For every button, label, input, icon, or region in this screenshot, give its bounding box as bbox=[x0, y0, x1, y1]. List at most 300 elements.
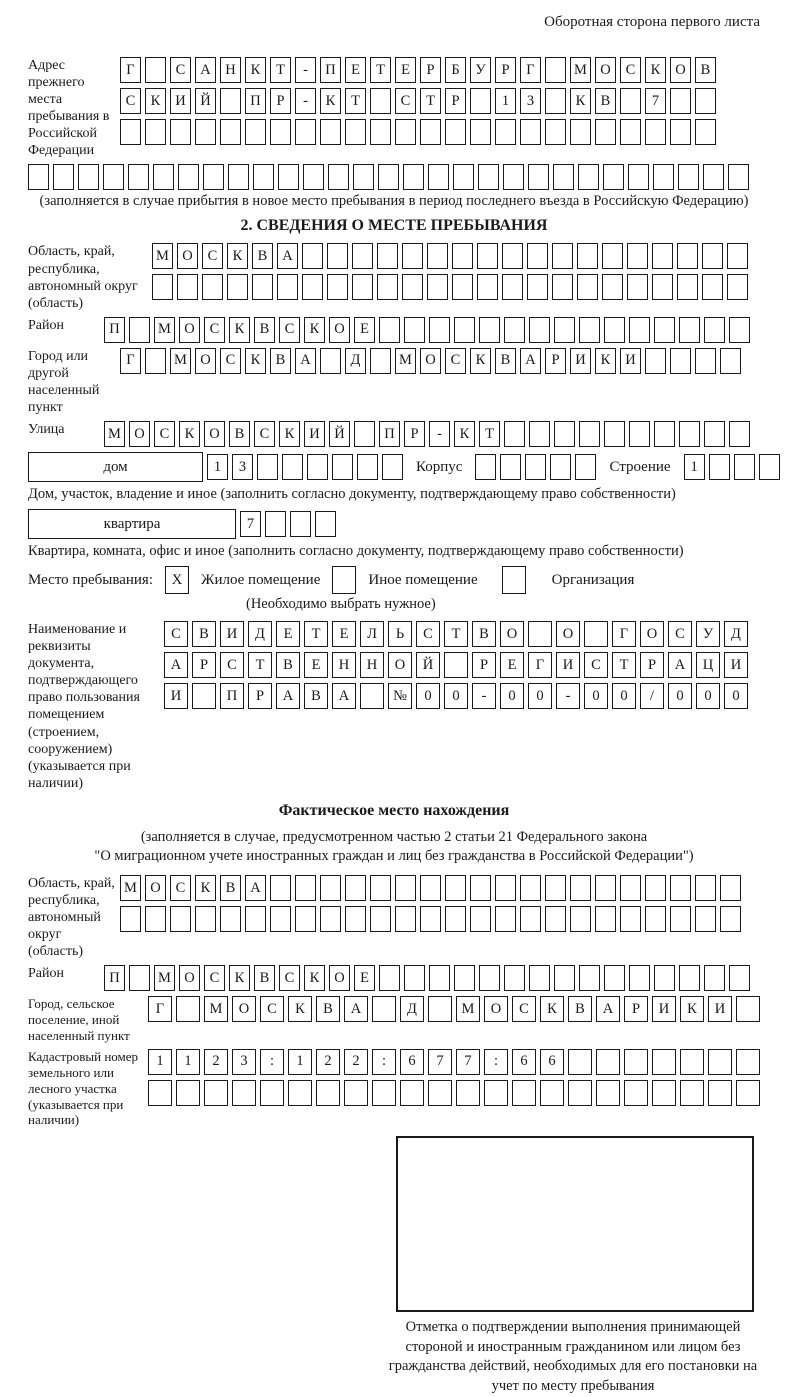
char-cell[interactable]: Е bbox=[395, 57, 416, 83]
char-cell[interactable] bbox=[652, 1080, 676, 1106]
char-cell[interactable] bbox=[320, 119, 341, 145]
char-cell[interactable]: И bbox=[652, 996, 676, 1022]
char-cell[interactable] bbox=[695, 875, 716, 901]
char-cell[interactable]: К bbox=[595, 348, 616, 374]
checkbox-zhiloe[interactable]: X bbox=[165, 566, 189, 594]
char-cell[interactable]: К bbox=[229, 965, 250, 991]
char-cell[interactable] bbox=[695, 906, 716, 932]
char-cell[interactable]: 1 bbox=[148, 1049, 172, 1075]
char-cell[interactable]: О bbox=[179, 965, 200, 991]
char-cell[interactable] bbox=[427, 274, 448, 300]
char-cell[interactable] bbox=[404, 965, 425, 991]
char-cell[interactable] bbox=[454, 317, 475, 343]
char-cell[interactable]: Н bbox=[332, 652, 356, 678]
char-cell[interactable]: О bbox=[500, 621, 524, 647]
char-cell[interactable] bbox=[629, 965, 650, 991]
char-cell[interactable] bbox=[192, 683, 216, 709]
char-cell[interactable] bbox=[345, 906, 366, 932]
char-cell[interactable] bbox=[570, 906, 591, 932]
char-cell[interactable] bbox=[420, 906, 441, 932]
char-cell[interactable]: С bbox=[260, 996, 284, 1022]
char-cell[interactable] bbox=[709, 454, 730, 480]
char-cell[interactable]: М bbox=[456, 996, 480, 1022]
char-cell[interactable]: 0 bbox=[696, 683, 720, 709]
char-cell[interactable]: И bbox=[170, 88, 191, 114]
char-cell[interactable] bbox=[445, 119, 466, 145]
char-cell[interactable]: К bbox=[245, 57, 266, 83]
char-cell[interactable] bbox=[195, 119, 216, 145]
char-cell[interactable] bbox=[332, 454, 353, 480]
char-cell[interactable] bbox=[527, 274, 548, 300]
char-cell[interactable]: А bbox=[668, 652, 692, 678]
char-cell[interactable]: С bbox=[279, 965, 300, 991]
char-cell[interactable] bbox=[734, 454, 755, 480]
char-cell[interactable]: А bbox=[596, 996, 620, 1022]
char-cell[interactable]: 7 bbox=[645, 88, 666, 114]
char-cell[interactable] bbox=[379, 317, 400, 343]
char-cell[interactable]: П bbox=[220, 683, 244, 709]
char-cell[interactable]: В bbox=[276, 652, 300, 678]
char-cell[interactable]: С bbox=[154, 421, 175, 447]
checkbox-organizatsiya[interactable] bbox=[502, 566, 526, 594]
char-cell[interactable] bbox=[654, 421, 675, 447]
char-cell[interactable] bbox=[552, 274, 573, 300]
char-cell[interactable]: П bbox=[245, 88, 266, 114]
char-cell[interactable] bbox=[170, 906, 191, 932]
char-cell[interactable] bbox=[520, 875, 541, 901]
char-cell[interactable] bbox=[370, 348, 391, 374]
char-cell[interactable]: В bbox=[220, 875, 241, 901]
char-cell[interactable] bbox=[679, 421, 700, 447]
char-cell[interactable] bbox=[428, 1080, 452, 1106]
char-cell[interactable]: Е bbox=[332, 621, 356, 647]
char-cell[interactable]: Р bbox=[640, 652, 664, 678]
char-cell[interactable]: О bbox=[232, 996, 256, 1022]
char-cell[interactable] bbox=[479, 317, 500, 343]
char-cell[interactable]: 6 bbox=[540, 1049, 564, 1075]
char-cell[interactable] bbox=[503, 164, 524, 190]
char-cell[interactable] bbox=[370, 119, 391, 145]
char-cell[interactable]: М bbox=[104, 421, 125, 447]
char-cell[interactable] bbox=[307, 454, 328, 480]
char-cell[interactable]: А bbox=[245, 875, 266, 901]
char-cell[interactable]: С bbox=[279, 317, 300, 343]
char-cell[interactable] bbox=[720, 875, 741, 901]
char-cell[interactable] bbox=[320, 875, 341, 901]
char-cell[interactable]: С bbox=[164, 621, 188, 647]
char-cell[interactable] bbox=[470, 875, 491, 901]
char-cell[interactable] bbox=[470, 906, 491, 932]
char-cell[interactable] bbox=[679, 317, 700, 343]
char-cell[interactable] bbox=[145, 906, 166, 932]
char-cell[interactable] bbox=[677, 243, 698, 269]
char-cell[interactable] bbox=[295, 875, 316, 901]
char-cell[interactable] bbox=[670, 88, 691, 114]
char-cell[interactable] bbox=[245, 119, 266, 145]
char-cell[interactable] bbox=[577, 243, 598, 269]
char-cell[interactable]: - bbox=[472, 683, 496, 709]
char-cell[interactable] bbox=[357, 454, 378, 480]
char-cell[interactable] bbox=[195, 906, 216, 932]
char-cell[interactable]: 0 bbox=[444, 683, 468, 709]
char-cell[interactable]: 6 bbox=[400, 1049, 424, 1075]
char-cell[interactable]: С bbox=[512, 996, 536, 1022]
char-cell[interactable]: Т bbox=[248, 652, 272, 678]
char-cell[interactable]: 7 bbox=[428, 1049, 452, 1075]
char-cell[interactable]: В bbox=[254, 965, 275, 991]
char-cell[interactable] bbox=[553, 164, 574, 190]
char-cell[interactable] bbox=[477, 274, 498, 300]
char-cell[interactable]: О bbox=[420, 348, 441, 374]
char-cell[interactable]: М bbox=[395, 348, 416, 374]
char-cell[interactable] bbox=[295, 906, 316, 932]
char-cell[interactable]: Е bbox=[354, 317, 375, 343]
char-cell[interactable]: М bbox=[154, 965, 175, 991]
char-cell[interactable]: 0 bbox=[416, 683, 440, 709]
char-cell[interactable] bbox=[502, 243, 523, 269]
char-cell[interactable] bbox=[360, 683, 384, 709]
char-cell[interactable]: О bbox=[204, 421, 225, 447]
char-cell[interactable] bbox=[445, 875, 466, 901]
char-cell[interactable]: А bbox=[276, 683, 300, 709]
char-cell[interactable] bbox=[736, 1080, 760, 1106]
char-cell[interactable] bbox=[520, 906, 541, 932]
char-cell[interactable] bbox=[680, 1080, 704, 1106]
char-cell[interactable] bbox=[477, 243, 498, 269]
char-cell[interactable]: Р bbox=[420, 57, 441, 83]
char-cell[interactable] bbox=[727, 243, 748, 269]
char-cell[interactable]: К bbox=[454, 421, 475, 447]
char-cell[interactable]: 0 bbox=[612, 683, 636, 709]
char-cell[interactable]: О bbox=[556, 621, 580, 647]
char-cell[interactable]: М bbox=[170, 348, 191, 374]
char-cell[interactable]: - bbox=[556, 683, 580, 709]
char-cell[interactable] bbox=[176, 1080, 200, 1106]
char-cell[interactable] bbox=[620, 906, 641, 932]
char-cell[interactable] bbox=[345, 875, 366, 901]
char-cell[interactable]: А bbox=[195, 57, 216, 83]
char-cell[interactable] bbox=[554, 965, 575, 991]
char-cell[interactable]: О bbox=[484, 996, 508, 1022]
char-cell[interactable]: К bbox=[179, 421, 200, 447]
char-cell[interactable] bbox=[652, 274, 673, 300]
char-cell[interactable]: В bbox=[304, 683, 328, 709]
char-cell[interactable] bbox=[370, 875, 391, 901]
char-cell[interactable] bbox=[202, 274, 223, 300]
char-cell[interactable] bbox=[679, 965, 700, 991]
char-cell[interactable]: : bbox=[372, 1049, 396, 1075]
char-cell[interactable]: В bbox=[695, 57, 716, 83]
char-cell[interactable]: № bbox=[388, 683, 412, 709]
char-cell[interactable] bbox=[178, 164, 199, 190]
char-cell[interactable] bbox=[257, 454, 278, 480]
char-cell[interactable] bbox=[120, 119, 141, 145]
char-cell[interactable]: 2 bbox=[316, 1049, 340, 1075]
char-cell[interactable] bbox=[504, 965, 525, 991]
char-cell[interactable]: Т bbox=[370, 57, 391, 83]
char-cell[interactable] bbox=[596, 1049, 620, 1075]
char-cell[interactable]: Р bbox=[445, 88, 466, 114]
char-cell[interactable] bbox=[484, 1080, 508, 1106]
char-cell[interactable] bbox=[327, 274, 348, 300]
char-cell[interactable] bbox=[445, 906, 466, 932]
char-cell[interactable] bbox=[495, 119, 516, 145]
char-cell[interactable] bbox=[177, 274, 198, 300]
char-cell[interactable] bbox=[652, 1049, 676, 1075]
char-cell[interactable] bbox=[677, 274, 698, 300]
char-cell[interactable]: О bbox=[195, 348, 216, 374]
char-cell[interactable] bbox=[670, 875, 691, 901]
char-cell[interactable] bbox=[320, 906, 341, 932]
char-cell[interactable]: 0 bbox=[724, 683, 748, 709]
char-cell[interactable] bbox=[353, 164, 374, 190]
char-cell[interactable]: К bbox=[279, 421, 300, 447]
char-cell[interactable] bbox=[596, 1080, 620, 1106]
char-cell[interactable]: В bbox=[495, 348, 516, 374]
char-cell[interactable] bbox=[628, 164, 649, 190]
char-cell[interactable]: Д bbox=[724, 621, 748, 647]
char-cell[interactable] bbox=[265, 511, 286, 537]
char-cell[interactable] bbox=[220, 88, 241, 114]
char-cell[interactable]: Р bbox=[248, 683, 272, 709]
char-cell[interactable]: Т bbox=[612, 652, 636, 678]
char-cell[interactable]: Й bbox=[329, 421, 350, 447]
char-cell[interactable] bbox=[504, 421, 525, 447]
char-cell[interactable] bbox=[604, 965, 625, 991]
char-cell[interactable]: В bbox=[229, 421, 250, 447]
char-cell[interactable]: И bbox=[620, 348, 641, 374]
char-cell[interactable]: В bbox=[568, 996, 592, 1022]
char-cell[interactable]: Й bbox=[195, 88, 216, 114]
char-cell[interactable] bbox=[402, 274, 423, 300]
char-cell[interactable]: Е bbox=[345, 57, 366, 83]
char-cell[interactable] bbox=[520, 119, 541, 145]
char-cell[interactable]: М bbox=[204, 996, 228, 1022]
char-cell[interactable]: А bbox=[344, 996, 368, 1022]
char-cell[interactable]: Г bbox=[148, 996, 172, 1022]
char-cell[interactable] bbox=[579, 317, 600, 343]
char-cell[interactable] bbox=[554, 317, 575, 343]
char-cell[interactable] bbox=[379, 965, 400, 991]
char-cell[interactable] bbox=[372, 996, 396, 1022]
char-cell[interactable]: И bbox=[164, 683, 188, 709]
char-cell[interactable] bbox=[620, 88, 641, 114]
char-cell[interactable] bbox=[578, 164, 599, 190]
char-cell[interactable] bbox=[604, 317, 625, 343]
char-cell[interactable]: К bbox=[227, 243, 248, 269]
char-cell[interactable] bbox=[470, 119, 491, 145]
char-cell[interactable]: Л bbox=[360, 621, 384, 647]
char-cell[interactable] bbox=[377, 243, 398, 269]
char-cell[interactable] bbox=[579, 421, 600, 447]
char-cell[interactable] bbox=[545, 88, 566, 114]
char-cell[interactable] bbox=[470, 88, 491, 114]
char-cell[interactable] bbox=[176, 996, 200, 1022]
char-cell[interactable] bbox=[153, 164, 174, 190]
char-cell[interactable]: О bbox=[595, 57, 616, 83]
char-cell[interactable] bbox=[554, 421, 575, 447]
char-cell[interactable]: Р bbox=[472, 652, 496, 678]
char-cell[interactable] bbox=[504, 317, 525, 343]
char-cell[interactable] bbox=[727, 274, 748, 300]
char-cell[interactable]: 6 bbox=[512, 1049, 536, 1075]
char-cell[interactable]: П bbox=[379, 421, 400, 447]
char-cell[interactable]: - bbox=[429, 421, 450, 447]
char-cell[interactable]: В bbox=[254, 317, 275, 343]
char-cell[interactable]: А bbox=[164, 652, 188, 678]
char-cell[interactable] bbox=[595, 875, 616, 901]
char-cell[interactable]: В bbox=[270, 348, 291, 374]
char-cell[interactable] bbox=[370, 88, 391, 114]
char-cell[interactable] bbox=[382, 454, 403, 480]
char-cell[interactable]: 1 bbox=[207, 454, 228, 480]
char-cell[interactable] bbox=[545, 57, 566, 83]
char-cell[interactable] bbox=[654, 965, 675, 991]
char-cell[interactable]: К bbox=[470, 348, 491, 374]
char-cell[interactable]: О bbox=[329, 317, 350, 343]
char-cell[interactable]: П bbox=[104, 965, 125, 991]
char-cell[interactable]: Ь bbox=[388, 621, 412, 647]
char-cell[interactable]: 0 bbox=[668, 683, 692, 709]
char-cell[interactable] bbox=[352, 274, 373, 300]
char-cell[interactable] bbox=[370, 906, 391, 932]
char-cell[interactable]: О bbox=[179, 317, 200, 343]
char-cell[interactable] bbox=[278, 164, 299, 190]
char-cell[interactable] bbox=[529, 317, 550, 343]
char-cell[interactable]: М bbox=[120, 875, 141, 901]
char-cell[interactable]: Б bbox=[445, 57, 466, 83]
char-cell[interactable]: С bbox=[204, 317, 225, 343]
char-cell[interactable] bbox=[729, 965, 750, 991]
char-cell[interactable]: О bbox=[177, 243, 198, 269]
char-cell[interactable]: В bbox=[252, 243, 273, 269]
char-cell[interactable] bbox=[475, 454, 496, 480]
char-cell[interactable] bbox=[428, 996, 452, 1022]
char-cell[interactable]: У bbox=[470, 57, 491, 83]
char-cell[interactable]: Р bbox=[192, 652, 216, 678]
char-cell[interactable]: Д bbox=[345, 348, 366, 374]
char-cell[interactable] bbox=[295, 119, 316, 145]
char-cell[interactable] bbox=[570, 119, 591, 145]
char-cell[interactable] bbox=[402, 243, 423, 269]
char-cell[interactable] bbox=[120, 906, 141, 932]
kvartira-box[interactable]: квартира bbox=[28, 509, 236, 539]
char-cell[interactable] bbox=[420, 875, 441, 901]
char-cell[interactable] bbox=[645, 875, 666, 901]
char-cell[interactable] bbox=[228, 164, 249, 190]
char-cell[interactable]: С bbox=[416, 621, 440, 647]
char-cell[interactable]: Т bbox=[345, 88, 366, 114]
char-cell[interactable] bbox=[670, 906, 691, 932]
char-cell[interactable]: А bbox=[295, 348, 316, 374]
char-cell[interactable] bbox=[395, 875, 416, 901]
char-cell[interactable]: У bbox=[696, 621, 720, 647]
char-cell[interactable]: К bbox=[229, 317, 250, 343]
char-cell[interactable]: К bbox=[304, 965, 325, 991]
char-cell[interactable] bbox=[708, 1049, 732, 1075]
char-cell[interactable]: В bbox=[595, 88, 616, 114]
char-cell[interactable] bbox=[220, 906, 241, 932]
char-cell[interactable]: И bbox=[570, 348, 591, 374]
char-cell[interactable] bbox=[129, 317, 150, 343]
char-cell[interactable] bbox=[232, 1080, 256, 1106]
char-cell[interactable]: И bbox=[724, 652, 748, 678]
char-cell[interactable] bbox=[759, 454, 780, 480]
char-cell[interactable] bbox=[203, 164, 224, 190]
char-cell[interactable] bbox=[270, 119, 291, 145]
char-cell[interactable] bbox=[454, 965, 475, 991]
char-cell[interactable]: И bbox=[556, 652, 580, 678]
char-cell[interactable] bbox=[270, 906, 291, 932]
char-cell[interactable]: К bbox=[288, 996, 312, 1022]
char-cell[interactable]: Е bbox=[276, 621, 300, 647]
char-cell[interactable]: Р bbox=[270, 88, 291, 114]
char-cell[interactable]: К bbox=[320, 88, 341, 114]
char-cell[interactable] bbox=[702, 274, 723, 300]
char-cell[interactable] bbox=[736, 1049, 760, 1075]
char-cell[interactable] bbox=[620, 119, 641, 145]
char-cell[interactable] bbox=[602, 274, 623, 300]
char-cell[interactable] bbox=[260, 1080, 284, 1106]
char-cell[interactable] bbox=[395, 119, 416, 145]
char-cell[interactable] bbox=[604, 421, 625, 447]
char-cell[interactable] bbox=[603, 164, 624, 190]
char-cell[interactable]: Н bbox=[360, 652, 384, 678]
char-cell[interactable] bbox=[377, 274, 398, 300]
char-cell[interactable]: С bbox=[620, 57, 641, 83]
char-cell[interactable]: Т bbox=[444, 621, 468, 647]
char-cell[interactable] bbox=[245, 906, 266, 932]
char-cell[interactable] bbox=[227, 274, 248, 300]
char-cell[interactable]: В bbox=[316, 996, 340, 1022]
char-cell[interactable] bbox=[670, 348, 691, 374]
char-cell[interactable] bbox=[568, 1049, 592, 1075]
char-cell[interactable]: - bbox=[295, 88, 316, 114]
char-cell[interactable] bbox=[204, 1080, 228, 1106]
char-cell[interactable]: 3 bbox=[232, 1049, 256, 1075]
char-cell[interactable] bbox=[680, 1049, 704, 1075]
char-cell[interactable] bbox=[629, 421, 650, 447]
char-cell[interactable] bbox=[452, 274, 473, 300]
char-cell[interactable]: О bbox=[129, 421, 150, 447]
char-cell[interactable] bbox=[28, 164, 49, 190]
char-cell[interactable]: : bbox=[484, 1049, 508, 1075]
char-cell[interactable]: В bbox=[472, 621, 496, 647]
char-cell[interactable]: О bbox=[145, 875, 166, 901]
char-cell[interactable] bbox=[528, 164, 549, 190]
char-cell[interactable] bbox=[252, 274, 273, 300]
char-cell[interactable] bbox=[320, 348, 341, 374]
char-cell[interactable] bbox=[529, 421, 550, 447]
char-cell[interactable]: К bbox=[680, 996, 704, 1022]
dom-box[interactable]: дом bbox=[28, 452, 203, 482]
char-cell[interactable]: И bbox=[220, 621, 244, 647]
char-cell[interactable]: 0 bbox=[528, 683, 552, 709]
char-cell[interactable] bbox=[495, 906, 516, 932]
char-cell[interactable] bbox=[529, 965, 550, 991]
char-cell[interactable] bbox=[302, 243, 323, 269]
char-cell[interactable] bbox=[720, 906, 741, 932]
char-cell[interactable]: С bbox=[170, 875, 191, 901]
char-cell[interactable] bbox=[620, 875, 641, 901]
char-cell[interactable] bbox=[708, 1080, 732, 1106]
char-cell[interactable] bbox=[624, 1049, 648, 1075]
char-cell[interactable] bbox=[444, 652, 468, 678]
char-cell[interactable] bbox=[378, 164, 399, 190]
char-cell[interactable] bbox=[527, 243, 548, 269]
char-cell[interactable]: С bbox=[204, 965, 225, 991]
char-cell[interactable]: К bbox=[645, 57, 666, 83]
